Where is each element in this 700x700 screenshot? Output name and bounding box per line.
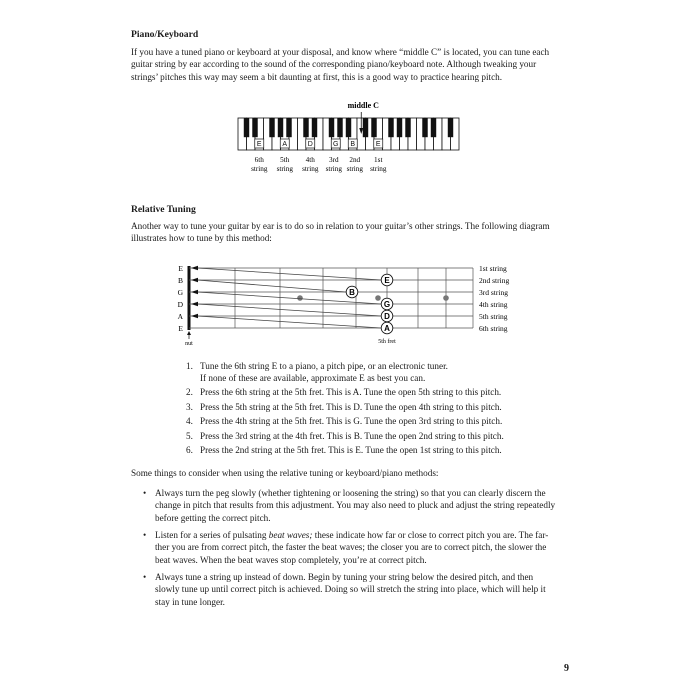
arrow-head-icon	[187, 331, 191, 335]
tuning-arrow	[197, 316, 381, 328]
text-line: If you have a tuned piano or keyboard at your disposal, and know where “middle C” is located, you can tune each	[131, 47, 550, 57]
circled-note-label: E	[384, 275, 390, 285]
bullet-icon: •	[143, 488, 147, 498]
circled-note-label: B	[349, 287, 355, 297]
text-segment: these indicate how far or close to correct pitch you are. The far-	[312, 530, 549, 540]
arrow-head-icon	[191, 302, 198, 307]
string-label: string	[302, 165, 319, 173]
middle-c-label: middle C	[347, 101, 379, 110]
bullet-icon: •	[143, 530, 147, 540]
note-label: B	[350, 141, 356, 149]
arrow-head-icon	[191, 266, 198, 271]
text-line: ther you are from correct pitch, the faster the beat waves; the closer you are to correct pitch, the slower the	[155, 542, 547, 553]
page-number: 9	[564, 663, 569, 674]
open-note-label: D	[177, 300, 183, 309]
step-number: 6.	[186, 445, 193, 455]
nut-label: nut	[185, 341, 193, 347]
text-line: illustrates how to tune by this method:	[131, 233, 272, 244]
string-label: 4th	[305, 156, 315, 164]
circled-note-label: D	[384, 311, 390, 321]
position-dot	[297, 295, 303, 301]
string-name-label: 1st string	[479, 264, 507, 273]
arrow-head-icon	[191, 290, 198, 295]
open-note-label: E	[178, 264, 183, 273]
bullet-icon: •	[143, 572, 147, 582]
open-note-label: A	[177, 312, 183, 321]
string-label: string	[370, 165, 387, 173]
text-line: slowly tune up until correct pitch is achieved. Doing so will stretch the string into place, which will help it	[155, 584, 546, 595]
string-name-label: 5th string	[479, 312, 508, 321]
string-name-label: 3rd string	[479, 288, 508, 297]
string-label: 1st	[374, 156, 383, 164]
step-text: Press the 5th string at the 5th fret. This is D. Tune the open 4th string to this pitch.	[200, 402, 502, 412]
open-note-label: E	[178, 324, 183, 333]
step-text: Tune the 6th string E to a piano, a pitch pipe, or an electronic tuner.	[200, 361, 448, 371]
circled-note-label: A	[384, 323, 390, 333]
arrow-head-icon	[191, 314, 198, 319]
string-label: string	[325, 165, 342, 173]
note-label: A	[282, 141, 288, 149]
step-number: 2.	[186, 387, 193, 397]
string-name-label: 4th string	[479, 300, 508, 309]
text-line: guitar string by ear according to the sound of the corresponding piano/keyboard note. Although tweaking your	[131, 59, 537, 70]
step-text: Press the 3rd string at the 4th fret. This is B. Tune the open 2nd string to this pitch.	[200, 431, 504, 441]
position-dot	[443, 295, 449, 301]
text-line: before getting the correct pitch.	[155, 512, 271, 523]
step-text: Press the 6th string at the 5th fret. This is A. Tune the open 5th string to this pitch.	[200, 387, 502, 397]
step-number: 5.	[186, 431, 193, 441]
text-line: Always turn the peg slowly (whether tightening or loosening the string) so that you can clearly discern the	[155, 488, 546, 498]
bullet-text	[155, 571, 579, 608]
string-label: string	[251, 165, 268, 173]
step-number: 1.	[186, 361, 193, 371]
emphasis-text: beat waves;	[268, 530, 313, 540]
tuning-arrow	[197, 280, 346, 292]
note-label: E	[256, 141, 262, 149]
bullet-text	[155, 529, 579, 566]
consider-intro: Some things to consider when using the relative tuning or keyboard/piano methods:	[131, 468, 439, 478]
string-label: 5th	[280, 156, 290, 164]
string-name-label: 6th string	[479, 324, 508, 333]
string-label: 6th	[254, 156, 264, 164]
open-note-label: B	[177, 276, 183, 285]
text-line: Always tune a string up instead of down. Begin by tuning your string below the desired pitch, and then	[155, 572, 534, 582]
tuning-arrow	[197, 268, 381, 280]
step-number: 3.	[186, 402, 193, 412]
text-line	[155, 529, 579, 541]
step-text-continued: If none of these are available, approximate E as best you can.	[200, 373, 426, 383]
text-line: stay in tune longer.	[155, 596, 225, 607]
string-name-label: 2nd string	[479, 276, 510, 285]
heading-piano-keyboard: Piano/Keyboard	[131, 29, 199, 40]
text-line: strings’ pitches this way may seem a bit daunting at first, this is a good way to practice hearing pitch.	[131, 71, 503, 82]
text-segment: Listen for a series of pulsating	[155, 530, 269, 540]
position-dot	[375, 295, 381, 301]
text-line: change in pitch that results from this adjustment. You may also need to pluck and adjust the string repeatedly	[155, 500, 556, 511]
bullet-text	[155, 487, 579, 524]
note-label: D	[307, 141, 313, 149]
string-label: 3rd	[328, 156, 339, 164]
open-note-label: G	[177, 288, 183, 297]
note-label: E	[375, 141, 381, 149]
tuning-arrow	[197, 304, 381, 316]
arrow-head-icon	[191, 278, 198, 283]
nut	[188, 266, 191, 330]
step-number: 4.	[186, 416, 193, 426]
text-line: beat waves. When the beat waves stop completely, you’re at correct pitch.	[155, 554, 427, 565]
fret-label: 5th fret	[378, 339, 396, 345]
string-label: 2nd	[349, 156, 361, 164]
text-line: Another way to tune your guitar by ear is to do so in relation to your guitar’s other strings. The following diagram	[131, 221, 550, 231]
step-text: Press the 4th string at the 5th fret. This is G. Tune the open 3rd string to this pitch.	[200, 416, 503, 426]
string-label: string	[346, 165, 363, 173]
note-label: G	[333, 141, 339, 149]
string-label: string	[276, 165, 293, 173]
circled-note-label: G	[383, 299, 391, 309]
step-text: Press the 2nd string at the 5th fret. This is E. Tune the open 1st string to this pitch.	[200, 445, 502, 455]
heading-relative-tuning: Relative Tuning	[131, 204, 196, 215]
